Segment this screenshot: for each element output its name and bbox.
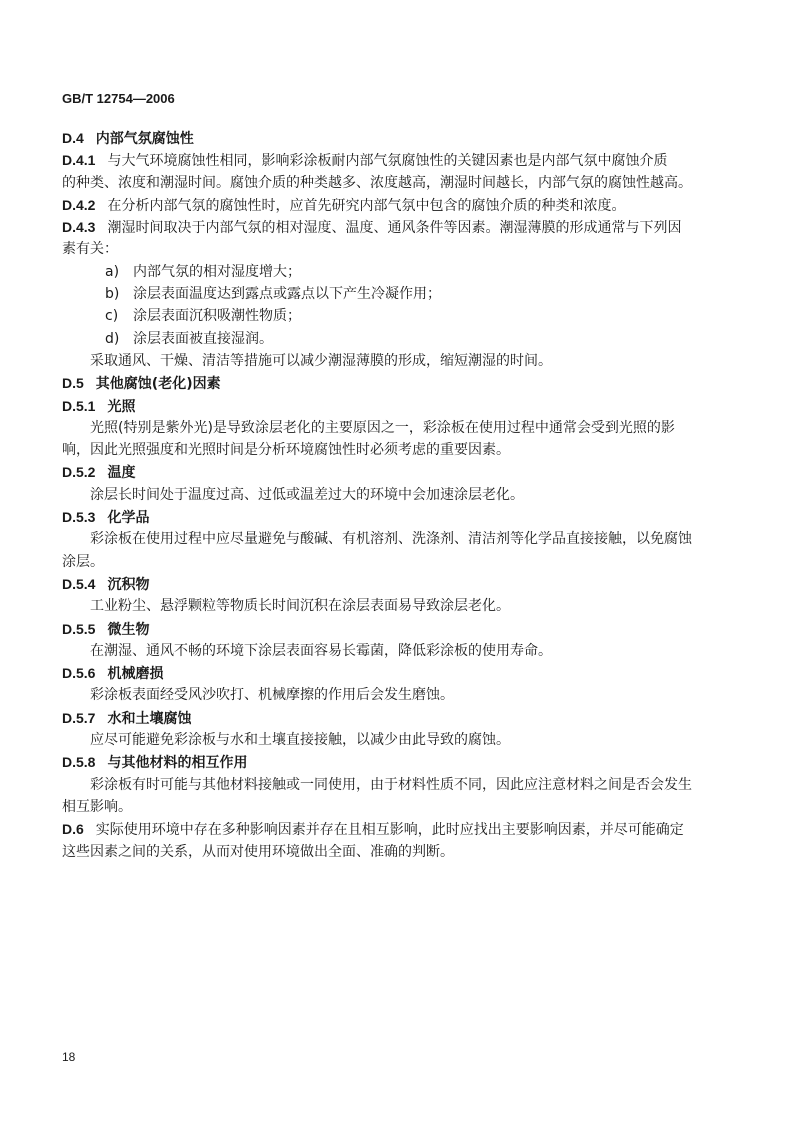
section-heading: [62, 618, 722, 640]
line-text: 工业粉尘、悬浮颗粒等物质长时间沉积在涂层表面易导致涂层老化。: [90, 598, 510, 615]
clause-number: D.4.3: [62, 219, 96, 236]
line-text: 彩涂板有时可能与其他材料接触或一同使用，由于材料性质不同，因此应注意材料之间是否会发生: [90, 776, 692, 793]
standard-code-header: GB/T 12754—2006: [62, 91, 175, 106]
line-text: 这些因素之间的关系，从而对使用环境做出全面、准确的判断。: [62, 843, 454, 860]
clause-number: D.5: [62, 375, 84, 392]
line-text: 机械磨损: [107, 666, 164, 683]
list-label: b): [105, 286, 120, 303]
section-heading: [62, 372, 722, 394]
clause-number: D.5.7: [62, 709, 96, 726]
section-heading: [62, 506, 722, 528]
line-text: 内部气氛腐蚀性: [95, 131, 194, 147]
text-line: [62, 528, 722, 550]
line-text: 的种类、浓度和潮湿时间。腐蚀介质的种类越多、浓度越高，潮湿时间越长，内部气氛的腐蚀性越高。: [62, 174, 692, 191]
line-text: 内部气氛的相对湿度增大；: [133, 263, 301, 280]
line-text: 涂层表面沉积吸潮性物质；: [133, 308, 301, 325]
line-text: 在分析内部气氛的腐蚀性时，应首先研究内部气氛中包含的腐蚀介质的种类和浓度。: [107, 197, 626, 214]
line-text: 化学品: [107, 510, 150, 527]
line-text: 采取通风、干燥、清洁等措施可以减少潮湿薄膜的形成，缩短潮湿的时间。: [90, 352, 552, 369]
list-label: d): [105, 330, 120, 347]
section-heading: [62, 395, 722, 417]
line-text: 潮湿时间取决于内部气氛的相对湿度、温度、通风条件等因素。潮湿薄膜的形成通常与下列因: [107, 220, 682, 237]
clause-number: D.4: [62, 130, 84, 146]
line-text: 涂层。: [62, 553, 104, 570]
line-text: 涂层表面被直接湿润。: [133, 330, 273, 347]
line-text: 响，因此光照强度和光照时间是分析环境腐蚀性时必须考虑的重要因素。: [62, 442, 510, 459]
clause-number: D.5.5: [62, 620, 96, 637]
line-text: 涂层长时间处于温度过高、过低或温差过大的环境中会加速涂层老化。: [90, 486, 524, 503]
text-line: [62, 551, 722, 573]
line-text: 沉积物: [107, 576, 150, 593]
line-text: 与其他材料的相互作用: [107, 755, 248, 772]
page-number: 18: [62, 1050, 76, 1064]
clause-number: D.5.3: [62, 509, 96, 526]
line-text: 微生物: [107, 621, 150, 638]
text-line: [62, 640, 722, 662]
clause-number: D.5.1: [62, 397, 96, 414]
clause-number: D.5.8: [62, 754, 96, 771]
text-line: [62, 149, 722, 171]
clause-number: D.6: [62, 821, 84, 838]
clause-number: D.5.4: [62, 575, 96, 592]
text-line: [62, 417, 722, 439]
text-line: [62, 216, 722, 238]
list-label: c): [105, 308, 119, 325]
list-item: [62, 283, 722, 305]
section-heading: [62, 707, 722, 729]
text-line: [62, 774, 722, 796]
section-heading: [62, 573, 722, 595]
line-text: 涂层表面温度达到露点或露点以下产生冷凝作用；: [133, 286, 441, 303]
clause-number: D.5.6: [62, 665, 96, 682]
section-heading: [62, 461, 722, 483]
list-item: [62, 261, 722, 283]
clause-number: D.5.2: [62, 464, 96, 481]
clause-number: D.4.2: [62, 196, 96, 213]
text-line: [62, 238, 722, 260]
line-text: 与大气环境腐蚀性相同，影响彩涂板耐内部气氛腐蚀性的关键因素也是内部气氛中腐蚀介质: [107, 153, 668, 170]
section-heading: [62, 751, 722, 773]
text-line: [62, 729, 722, 751]
line-text: 彩涂板在使用过程中应尽量避免与酸碱、有机溶剂、洗涤剂、清洁剂等化学品直接接触，以免腐蚀: [90, 531, 692, 548]
clause-number: D.4.1: [62, 152, 96, 169]
text-line: [62, 595, 722, 617]
text-line: [62, 194, 722, 216]
line-text: 温度: [107, 465, 136, 482]
text-line: [62, 350, 722, 372]
line-text: 实际使用环境中存在多种影响因素并存在且相互影响，此时应找出主要影响因素，并尽可能确定: [95, 822, 684, 839]
line-text: 彩涂板表面经受风沙吹打、机械摩擦的作用后会发生磨蚀。: [90, 687, 454, 704]
line-text: 其他腐蚀(老化)因素: [95, 376, 221, 393]
list-item: [62, 328, 722, 350]
line-text: 在潮湿、通风不畅的环境下涂层表面容易长霉菌，降低彩涂板的使用寿命。: [90, 642, 552, 659]
section-heading: [62, 127, 722, 149]
text-line: [62, 841, 722, 863]
text-line: [62, 818, 722, 840]
text-line: [62, 172, 722, 194]
line-text: 光照(特别是紫外光)是导致涂层老化的主要原因之一，彩涂板在使用过程中通常会受到光照的影: [90, 419, 675, 436]
section-heading: [62, 662, 722, 684]
line-text: 应尽可能避免彩涂板与水和土壤直接接触，以减少由此导致的腐蚀。: [90, 732, 510, 749]
list-item: [62, 305, 722, 327]
line-text: 水和土壤腐蚀: [107, 710, 192, 727]
text-line: [62, 684, 722, 706]
text-line: [62, 796, 722, 818]
document-body: [62, 127, 722, 863]
line-text: 素有关：: [62, 241, 118, 258]
list-label: a): [105, 263, 120, 280]
text-line: [62, 484, 722, 506]
line-text: 光照: [107, 398, 136, 415]
line-text: 相互影响。: [62, 798, 132, 815]
text-line: [62, 439, 722, 461]
